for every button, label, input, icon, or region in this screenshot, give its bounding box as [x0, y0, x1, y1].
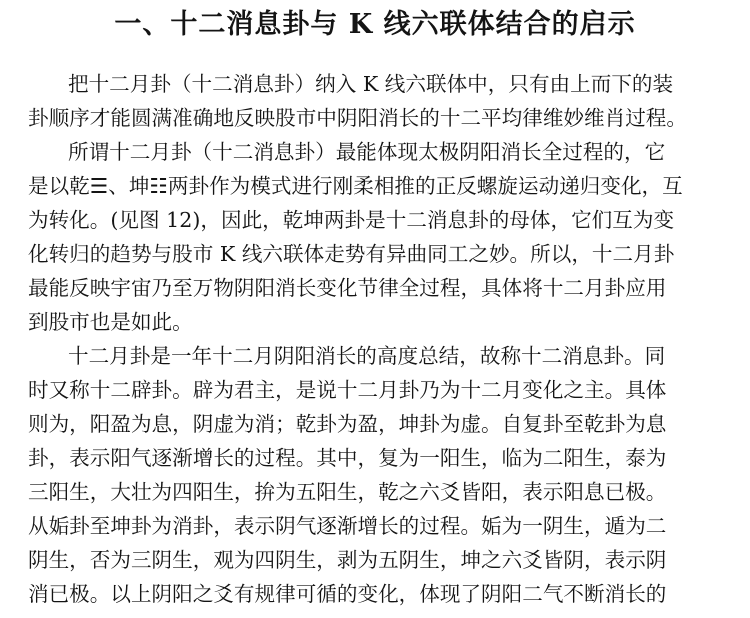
text-line: 阴生，否为三阴生，观为四阴生，剥为五阴生，坤之六爻皆阴，表示阴: [28, 548, 667, 572]
text-line: 三阳生，大壮为四阳生，拚为五阳生，乾之六爻皆阳，表示阳息已极。: [28, 480, 667, 504]
paragraph-1: [28, 68, 740, 136]
text-line: 则为，阳盈为息，阴虚为消；乾卦为盈，坤卦为虚。自复卦至乾卦为息: [28, 412, 667, 436]
paragraph-2: [28, 136, 740, 340]
text-line: 为转化。(见图 12)，因此，乾坤两卦是十二消息卦的母体，它们互为变: [28, 208, 675, 232]
text-line: 从姤卦至坤卦为消卦，表示阴气逐渐增长的过程。姤为一阴生，遁为二: [28, 514, 667, 538]
text-line: 所谓十二月卦（十二消息卦）最能体现太极阴阳消长全过程的，它: [68, 140, 666, 164]
text-line: 到股市也是如此。: [28, 310, 193, 334]
paragraph-3: [28, 340, 740, 612]
text-line: 卦，表示阳气逐渐增长的过程。其中，复为一阳生，临为二阳生，泰为: [28, 446, 667, 470]
text-line: 卦顺序才能圆满准确地反映股市中阴阳消长的十二平均律维妙维肖过程。: [28, 106, 687, 130]
text-line: 是以乾☰、坤☷两卦作为模式进行刚柔相推的正反螺旋运动递归变化，互: [28, 174, 683, 198]
text-line: 化转归的趋势与股市 K 线六联体走势有异曲同工之妙。所以，十二月卦: [28, 242, 675, 266]
text-line: 十二月卦是一年十二月阴阳消长的高度总结，故称十二消息卦。同: [68, 344, 666, 368]
text-line: 时又称十二辟卦。辟为君主，是说十二月卦乃为十二月变化之主。具体: [28, 378, 667, 402]
body-text: [28, 68, 740, 612]
section-title: 一、十二消息卦与 K 线六联体结合的启示: [114, 9, 636, 40]
text-line: 消已极。以上阴阳之爻有规律可循的变化，体现了阴阳二气不断消长的: [28, 582, 667, 606]
text-line: 把十二月卦（十二消息卦）纳入 K 线六联体中，只有由上而下的装: [68, 72, 674, 96]
text-line: 最能反映宇宙乃至万物阴阳消长变化节律全过程，具体将十二月卦应用: [28, 276, 667, 300]
